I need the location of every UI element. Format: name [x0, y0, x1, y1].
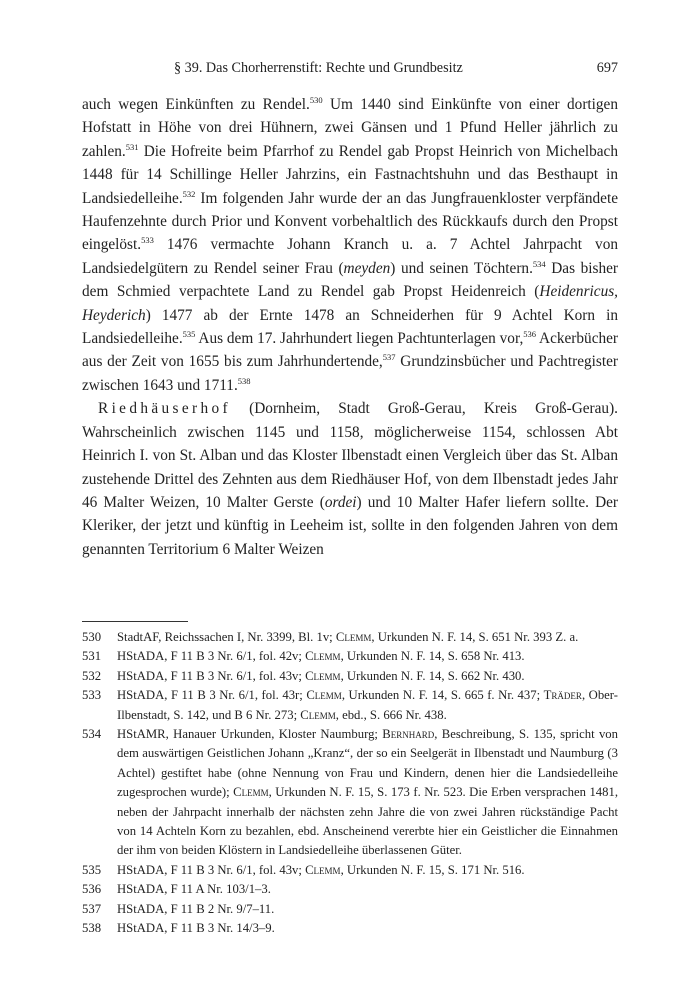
- footnote-533: [82, 686, 618, 725]
- footnote-text: HStADA, F 11 B 2 Nr. 9/7–11.: [117, 901, 275, 916]
- text-segment: 1476 vermachte Johann Kranch u. a. 7 Achtel Jahrpacht von Landsiedelgütern zu Rendel seiner Frau (: [82, 236, 618, 277]
- paragraph-rendel: [82, 93, 618, 397]
- footnote-537: [82, 900, 618, 919]
- author-name: Clemm: [306, 688, 342, 703]
- footnote-number: 538: [82, 921, 102, 936]
- running-title: § 39. Das Chorherrenstift: Rechte und Grundbesitz: [174, 60, 463, 76]
- text-segment: Aus dem 17. Jahrhundert liegen Pachtunterlagen vor,: [195, 330, 524, 348]
- footnote-number: 534: [82, 727, 102, 742]
- author-name: Clemm: [300, 707, 336, 722]
- footnote-text: HStADA, F 11 B 3 Nr. 6/1, fol. 43v;: [117, 668, 306, 683]
- author-name: Clemm: [233, 785, 269, 800]
- footnote-text: HStAMR, Hanauer Urkunden, Kloster Naumburg;: [117, 727, 383, 742]
- footnote-538: [82, 919, 618, 938]
- footnote-530: [82, 628, 618, 647]
- footnote-text: , Urkunden N. F. 14, S. 658 Nr. 413.: [340, 649, 525, 664]
- author-name: Clemm: [305, 649, 341, 664]
- footnote-ref-535[interactable]: 535: [182, 329, 196, 340]
- footnote-536: [82, 880, 618, 899]
- footnote-text: , Ober-Ilbenstadt, S. 142, und B 6 Nr. 273;: [117, 688, 618, 722]
- footnote-532: [82, 667, 618, 686]
- author-name: Clemm: [335, 630, 372, 644]
- italic-term: Heidenricus, Heyderich: [82, 283, 618, 324]
- text-segment: Das bisher dem Schmied verpachtete Land zu Rendel gab Propst Heidenreich (: [82, 259, 618, 301]
- footnote-535: [82, 861, 618, 880]
- footnote-ref-532[interactable]: 532: [182, 188, 196, 199]
- footnote-text: HStADA, F 11 B 3 Nr. 6/1, fol. 43v;: [117, 862, 306, 877]
- running-head: [82, 58, 618, 78]
- section-keyword: Riedhäuserhof: [98, 400, 231, 418]
- footnote-534: [82, 725, 618, 861]
- footnote-text: , Urkunden N. F. 15, S. 171 Nr. 516.: [340, 862, 525, 877]
- footnote-number: 537: [82, 901, 102, 916]
- footnote-number: 531: [82, 649, 102, 664]
- italic-term: meyden: [343, 259, 391, 277]
- text-segment: auch wegen Einkünften zu Rendel.: [82, 96, 310, 113]
- author-name: Clemm: [305, 668, 341, 683]
- footnote-text: , Urkunden N. F. 14, S. 651 Nr. 393 Z. a.: [371, 630, 579, 644]
- footnote-text: , ebd., S. 666 Nr. 438.: [335, 707, 447, 722]
- footnote-number: 530: [82, 630, 102, 644]
- text-segment: (Dornheim, Stadt Groß-Gerau, Kreis Groß-Gerau). Wahrscheinlich zwischen 1145 und 1158, möglicherweise 1154, schlossen Abt Heinrich I. von St. Alban und das Kloster Ilbenstadt einen Vergleich über das St. Alban zustehende Drittel des Zehnten aus dem Riedhäuser Hof, von dem Ilbenstadt jedes Jahr 46 Malter Weizen, 10 Malter Gerste (: [82, 400, 618, 511]
- text-segment: ) und seinen Töchtern.: [390, 259, 533, 277]
- footnote-text: , Urkunden N. F. 15, S. 173 f. Nr. 523. Die Erben versprachen 1481, neben der Jahrpacht innerhalb der nächsten zehn Jahre die von zwei Jahren rückständige Pacht von 14 Achteln Korn zu bezahlen, ebd. Anscheinend vererbte hier ein Geistlicher die Einnahmen der ihm von beiden Klöstern in Landsiedelleihe überlassenen Güter.: [117, 785, 618, 858]
- footnote-ref-530[interactable]: 530: [309, 95, 323, 105]
- footnote-separator: [82, 621, 188, 622]
- text-segment: Ackerbücher aus der Zeit von 1655 bis zum Jahrhundertende,: [82, 330, 619, 371]
- footnote-text: , Urkunden N. F. 14, S. 665 f. Nr. 437;: [341, 688, 544, 703]
- footnote-531: [82, 647, 618, 666]
- footnote-number: 532: [82, 668, 102, 683]
- footnote-ref-537[interactable]: 537: [382, 352, 396, 363]
- text-segment: Um 1440 sind Einkünfte von einer dortigen Hofstatt in Höhe von drei Hühnern, zwei Gänsen und 1 Pfund Heller jährlich zu zahlen.: [82, 96, 618, 160]
- footnote-ref-536[interactable]: 536: [523, 329, 537, 340]
- footnote-text: , Beschreibung, S. 135, spricht von dem auswärtigen Geistlichen Johann „Kranz“, der so ein Seelgerät in Ilbenstadt und Naumburg (3 Achtel) gestiftet habe (ohne Nennung von Frau und Kindern, denen hier die Landsiedelleihe zugesprochen wurde);: [117, 727, 618, 800]
- paragraph-riedhaeuserhof: [82, 397, 618, 561]
- author-name: Bernhard: [382, 727, 435, 742]
- footnote-ref-533[interactable]: 533: [141, 235, 154, 246]
- footnote-text: HStADA, F 11 B 3 Nr. 6/1, fol. 42v;: [117, 649, 306, 664]
- footnote-ref-534[interactable]: 534: [532, 258, 546, 269]
- footnote-text: HStADA, F 11 A Nr. 103/1–3.: [117, 882, 271, 897]
- text-segment: ) 1477 ab der Ernte 1478 an Schneiderhen für 9 Achtel Korn in Landsiedelleihe.: [82, 306, 618, 348]
- author-name: Clemm: [305, 862, 341, 877]
- footnote-number: 536: [82, 882, 102, 897]
- footnotes-list: [82, 628, 618, 939]
- author-name: Träder: [543, 688, 582, 703]
- italic-term: ordei: [324, 493, 357, 511]
- text-segment: Grundzinsbücher und Pachtregister zwischen 1643 und 1711.: [82, 353, 618, 394]
- footnote-number: 535: [82, 862, 102, 877]
- footnote-text: HStADA, F 11 B 3 Nr. 6/1, fol. 43r;: [117, 688, 307, 703]
- footnote-text: HStADA, F 11 B 3 Nr. 14/3–9.: [117, 921, 275, 936]
- footnote-text: StadtAF, Reichssachen I, Nr. 3399, Bl. 1v;: [117, 630, 336, 644]
- footnote-ref-538[interactable]: 538: [237, 375, 251, 386]
- text-segment: Die Hofreite beim Pfarrhof zu Rendel gab Propst Heinrich von Michelbach 1448 für 14 Schillinge Heller Jahrzins, ein Fastnachtshuhn und das Besthaupt in Landsiedelleihe.: [82, 142, 618, 207]
- page-number: 697: [596, 60, 618, 76]
- text-segment: ) und 10 Malter Hafer liefern sollte. Der Kleriker, der jetzt und künftig in Leeheim ist, sollte in den folgenden Jahren von dem genannten Territorium 6 Malter Weizen: [82, 493, 618, 558]
- text-segment: Im folgenden Jahr wurde der an das Jungfrauenkloster verpfändete Haufenzehnte durch Prior und Konvent vorbehaltlich des Rückkaufs durch den Propst eingelöst.: [82, 189, 618, 254]
- footnote-text: , Urkunden N. F. 14, S. 662 Nr. 430.: [340, 668, 525, 683]
- main-text: [82, 93, 618, 561]
- footnote-ref-531[interactable]: 531: [125, 141, 139, 152]
- footnote-number: 533: [82, 688, 102, 703]
